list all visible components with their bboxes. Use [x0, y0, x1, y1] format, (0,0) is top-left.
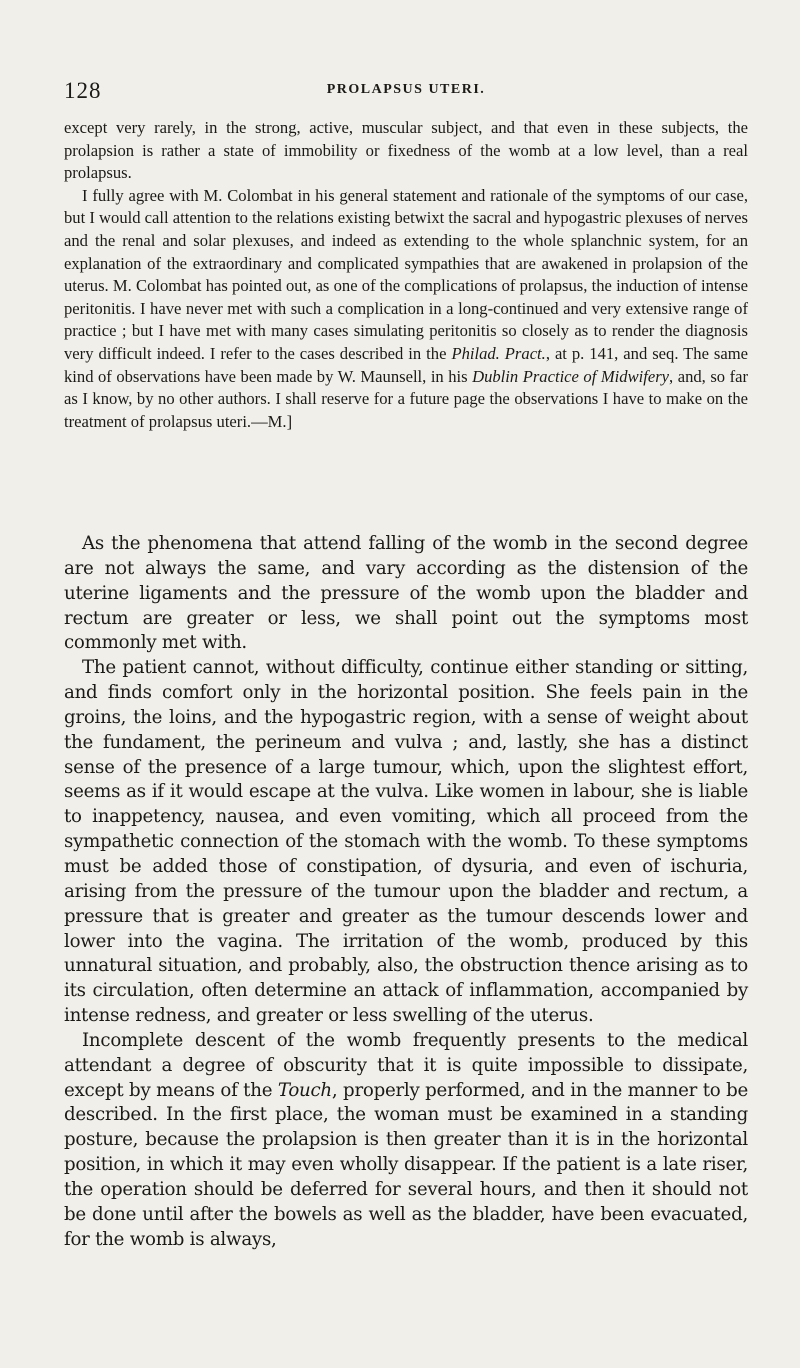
page-number: 128: [64, 78, 102, 103]
body-paragraph: [64, 1029, 748, 1253]
note-text: I fully agree with M. Colombat in his general statement and rationale of the symptoms of our case, but I would call attention to the relations existing betwixt the sacral and hypogastric plexuses of nerves and the renal and solar plexuses, and indeed as extending to the whole splanchnic system, for an explanation of the extraordinary and complicated sympathies that are awakened in prolapsion of the uterus. M. Colombat has pointed out, as one of the complications of prolapsus, the induction of intense peritonitis. I have never met with such a complication in a long-continued and very extensive range of practice ; but I have met with many cases simulating peritonitis so closely as to render the diagnosis very difficult indeed. I refer to the cases described in the: [64, 185, 748, 363]
running-head: [64, 78, 748, 102]
main-text: [64, 532, 748, 1252]
citation-title: Philad. Pract.: [451, 343, 546, 363]
body-text: Incomplete descent of the womb frequently presents to the medical attendant a degree of obscurity that it is quite impossible to dissipate, except by means of the: [64, 1029, 748, 1101]
emphasis-term: Touch: [277, 1079, 332, 1101]
citation-title: Dublin Practice of Midwifery: [472, 366, 670, 386]
body-paragraph: As the phenomena that attend falling of the womb in the second degree are not always the same, and vary according as the distension of the uterine ligaments and the pressure of the womb upon the bladder and rectum are greater or less, we shall point out the symptoms most commonly met with.: [64, 533, 748, 654]
note-text: , and, so far as I know, by no other authors. I shall reserve for a future page the observations I have to make on the treatment of prolapsus uteri.—M.]: [64, 366, 748, 431]
body-text: , properly performed, and in the manner to be described. In the first place, the woman must be examined in a standing posture, because the prolapsion is then greater than it is in the horizontal position, in which it may even wholly disappear. If the patient is a late riser, the operation should be deferred for several hours, and then it should not be done until after the bowels as well as the bladder, have been evacuated, for the womb is always,: [64, 1079, 748, 1250]
note-paragraph: [64, 185, 748, 434]
note-paragraph: [64, 117, 748, 185]
running-title: PROLAPSUS UTERI.: [326, 82, 486, 97]
note-text: , at p. 141, and seq. The same kind of observations have been made by W. Maunsell, in his: [64, 343, 749, 386]
editor-note: [64, 117, 748, 433]
note-text: except very rarely, in the strong, active, muscular subject, and that even in these subjects, the prolapsion is rather a state of immobility or fixedness of the womb at a low level, than a real prolapsus.: [64, 118, 748, 183]
body-paragraph: The patient cannot, without difficulty, continue either standing or sitting, and finds comfort only in the horizontal position. She feels pain in the groins, the loins, and the hypogastric region, with a sense of weight about the fundament, the perineum and vulva ; and, lastly, she has a distinct sense of the presence of a large tumour, which, upon the slightest effort, seems as if it would escape at the vulva. Like women in labour, she is liable to inappetency, nausea, and even vomiting, which all proceed from the sympathetic connection of the stomach with the womb. To these symptoms must be added those of constipation, of dysuria, and even of ischuria, arising from the pressure of the tumour upon the bladder and rectum, a pressure that is greater and greater as the tumour descends lower and lower into the vagina. The irritation of the womb, produced by this unnatural situation, and probably, also, the obstruction thence arising as to its circulation, often determine an attack of inflammation, accompanied by intense redness, and greater or less swelling of the uterus.: [64, 657, 748, 1027]
